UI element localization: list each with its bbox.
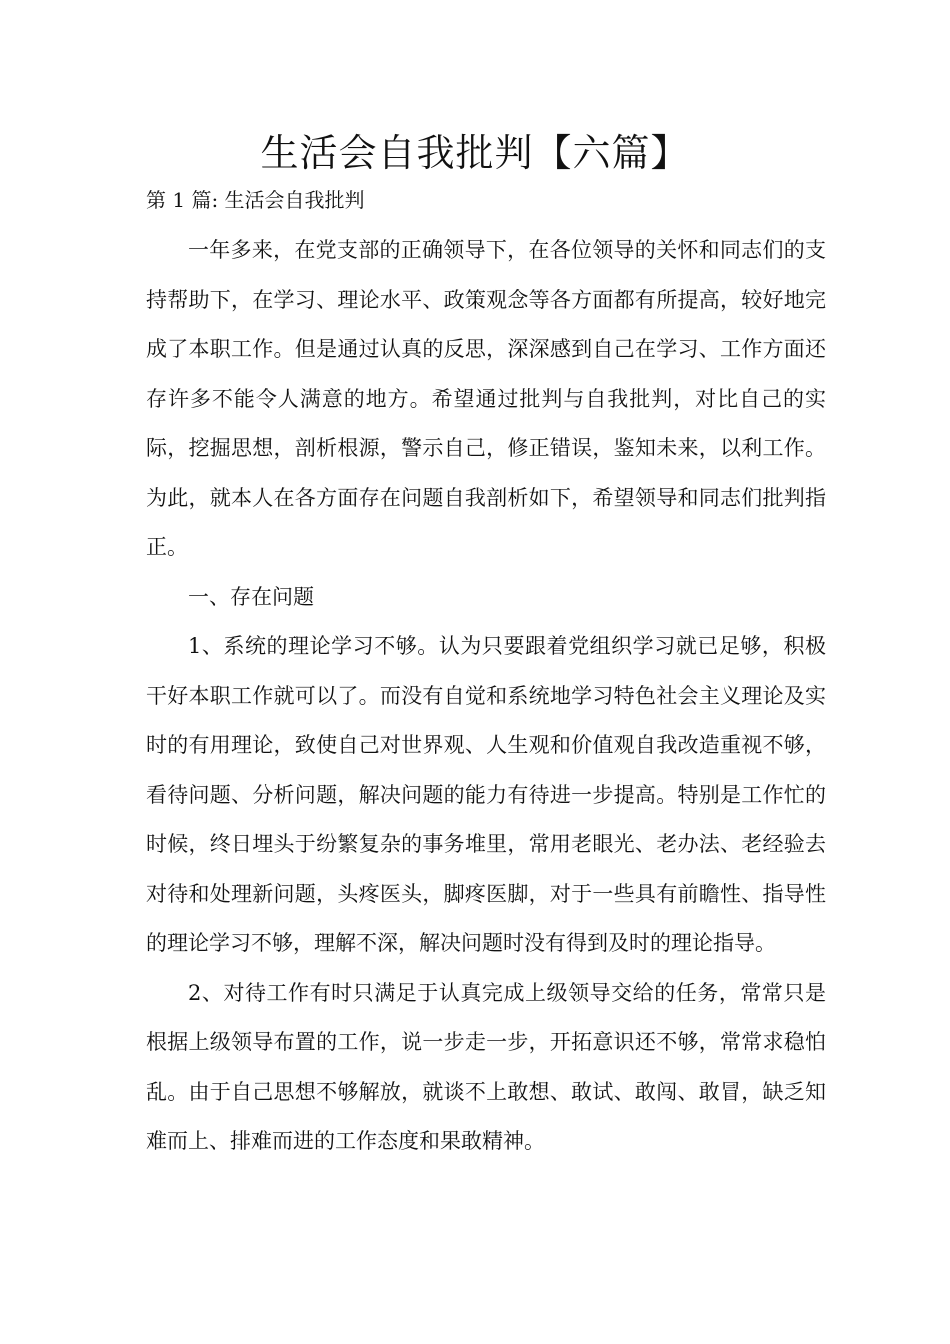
body-paragraph: 1、系统的理论学习不够。认为只要跟着党组织学习就已足够，积极干好本职工作就可以了。而没有自觉和系统地学习特色社会主义理论及实时的有用理论，致使自己对世界观、人生观和价值观自我改造重视不够，看待问题、分析问题，解决问题的能力有待进一步提高。特别是工作忙的时候，终日埋头于纷繁复杂的事务堆里，常用老眼光、老办法、老经验去对待和处理新问题，头疼医头，脚疼医脚，对于一些具有前瞻性、指导性的理论学习不够，理解不深，解决问题时没有得到及时的理论指导。 [146,634,826,955]
section-heading: 一、存在问题 [188,584,314,609]
body-paragraph: 2、对待工作有时只满足于认真完成上级领导交给的任务，常常只是根据上级领导布置的工作，说一步走一步，开拓意识还不够，常常求稳怕乱。由于自己思想不够解放，就谈不上敢想、敢试、敢闯、敢冒，缺乏知难而上、排难而进的工作态度和果敢精神。 [146,980,826,1153]
body-paragraph: 一年多来，在党支部的正确领导下，在各位领导的关怀和同志们的支持帮助下，在学习、理论水平、政策观念等各方面都有所提高，较好地完成了本职工作。但是通过认真的反思，深深感到自己在学习、工作方面还存许多不能令人满意的地方。希望通过批判与自我批判，对比自己的实际，挖掘思想，剖析根源，警示自己，修正错误，鉴知未来，以利工作。为此，就本人在各方面存在问题自我剖析如下，希望领导和同志们批判指正。 [146,238,826,559]
chapter-label: 第 1 篇: 生活会自我批判 [146,188,365,212]
document-title: 生活会自我批判【六篇】 [260,131,690,175]
document-body [146,226,826,1167]
